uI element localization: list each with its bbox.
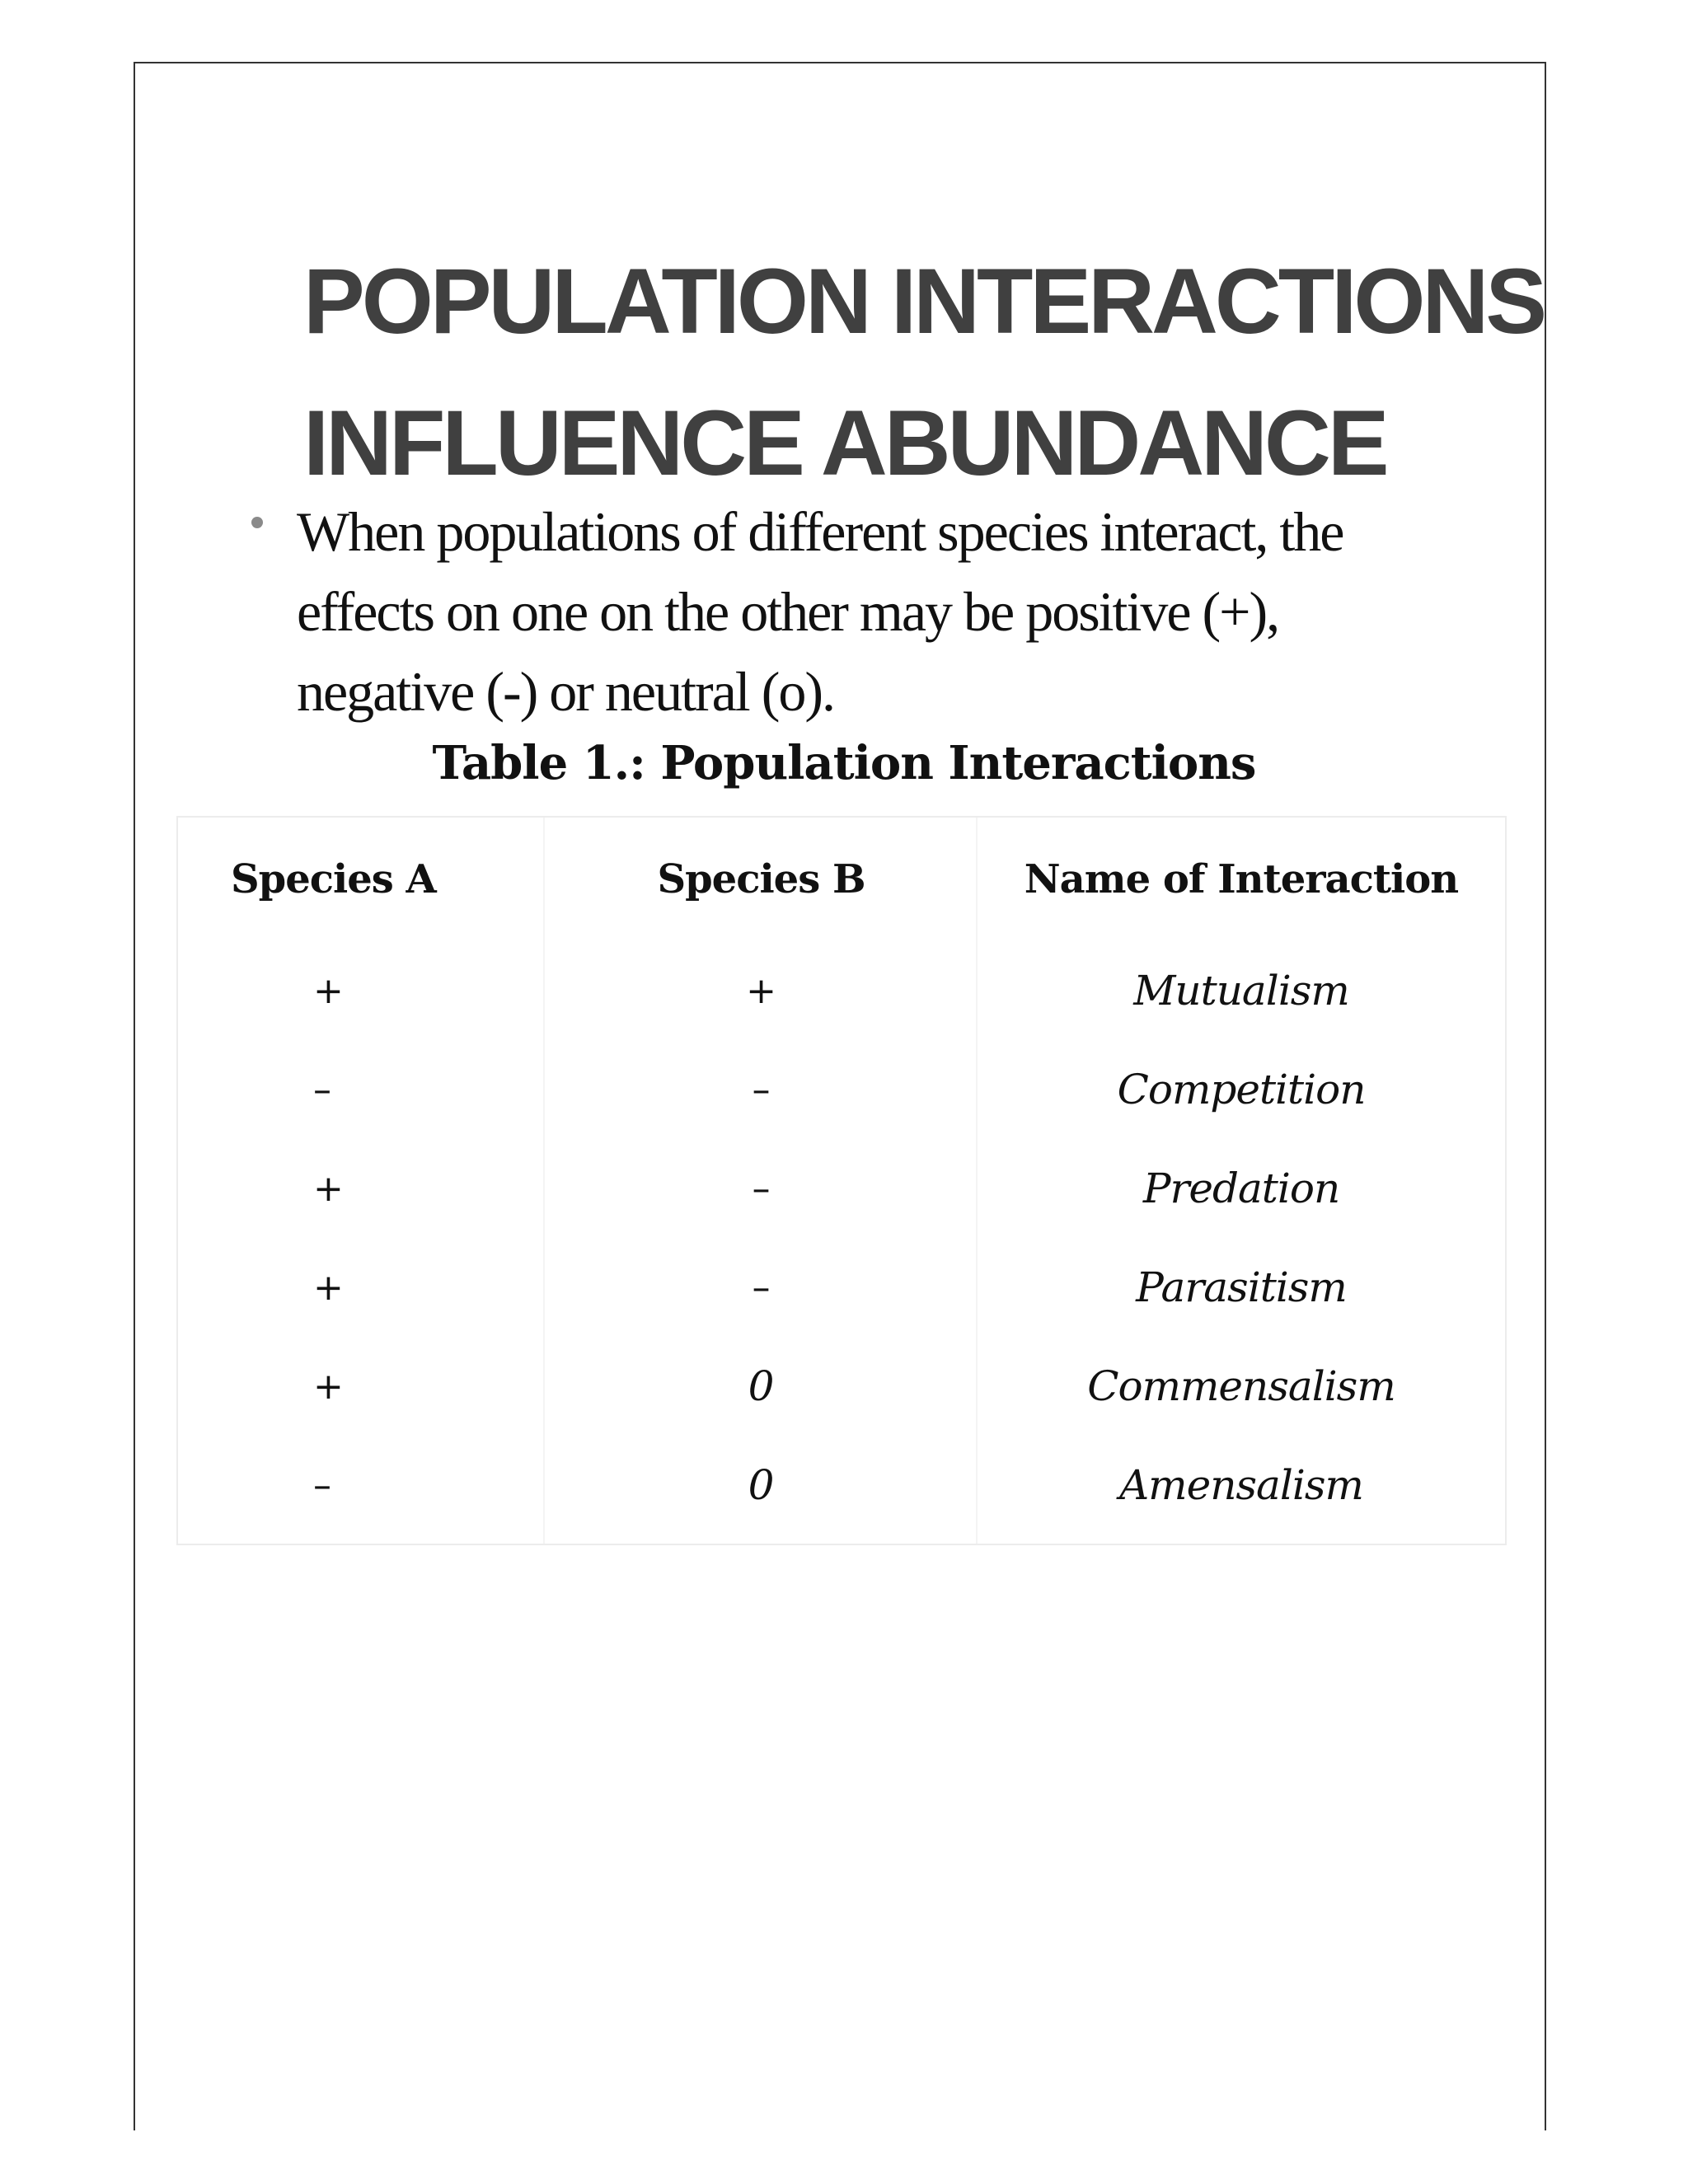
cell-species-a: – (313, 1464, 331, 1507)
cell-interaction-name: Competition (1117, 1066, 1366, 1113)
cell-species-b: 0 (748, 1362, 775, 1410)
slide-title (303, 231, 1545, 514)
cell-species-b: – (752, 1266, 771, 1309)
cell-species-a: – (313, 1068, 331, 1111)
bullet-text: When populations of different species interact, the effects on one on the other may be positive (+), negative (-) or neutral (o). (297, 500, 1343, 723)
cell-interaction-name: Mutualism (1133, 967, 1349, 1015)
cell-interaction-name: Parasitism (1136, 1263, 1347, 1311)
interactions-table (178, 818, 1505, 1535)
table-row (178, 1238, 1505, 1337)
table-row (178, 1436, 1505, 1535)
cell-species-b: 0 (748, 1461, 775, 1509)
cell-species-a: + (313, 1167, 344, 1210)
table-header-row (178, 818, 1505, 941)
cell-interaction-name: Commensalism (1087, 1362, 1395, 1410)
header-interaction-name: Name of Interaction (1024, 856, 1459, 902)
table-row (178, 1040, 1505, 1139)
cell-species-b: – (752, 1068, 771, 1111)
header-species-a: Species A (231, 856, 436, 902)
cell-species-b: + (746, 969, 776, 1012)
cell-species-a: + (313, 969, 344, 1012)
cell-interaction-name: Amensalism (1119, 1461, 1363, 1509)
cell-species-b: – (752, 1167, 771, 1210)
cell-interaction-name: Predation (1142, 1165, 1340, 1212)
title-line-2: INFLUENCE ABUNDANCE (303, 391, 1386, 494)
header-species-b: Species B (657, 856, 865, 902)
cell-species-a: + (313, 1365, 344, 1408)
table-row (178, 941, 1505, 1040)
bullet-dot-icon (251, 517, 263, 528)
interactions-table-container (176, 816, 1507, 1545)
title-line-1: POPULATION INTERACTIONS (303, 250, 1545, 353)
table-row (178, 1337, 1505, 1436)
cell-species-a: + (313, 1266, 344, 1309)
table-row (178, 1139, 1505, 1238)
table-caption: Table 1.: Population Interactions (432, 736, 1256, 790)
